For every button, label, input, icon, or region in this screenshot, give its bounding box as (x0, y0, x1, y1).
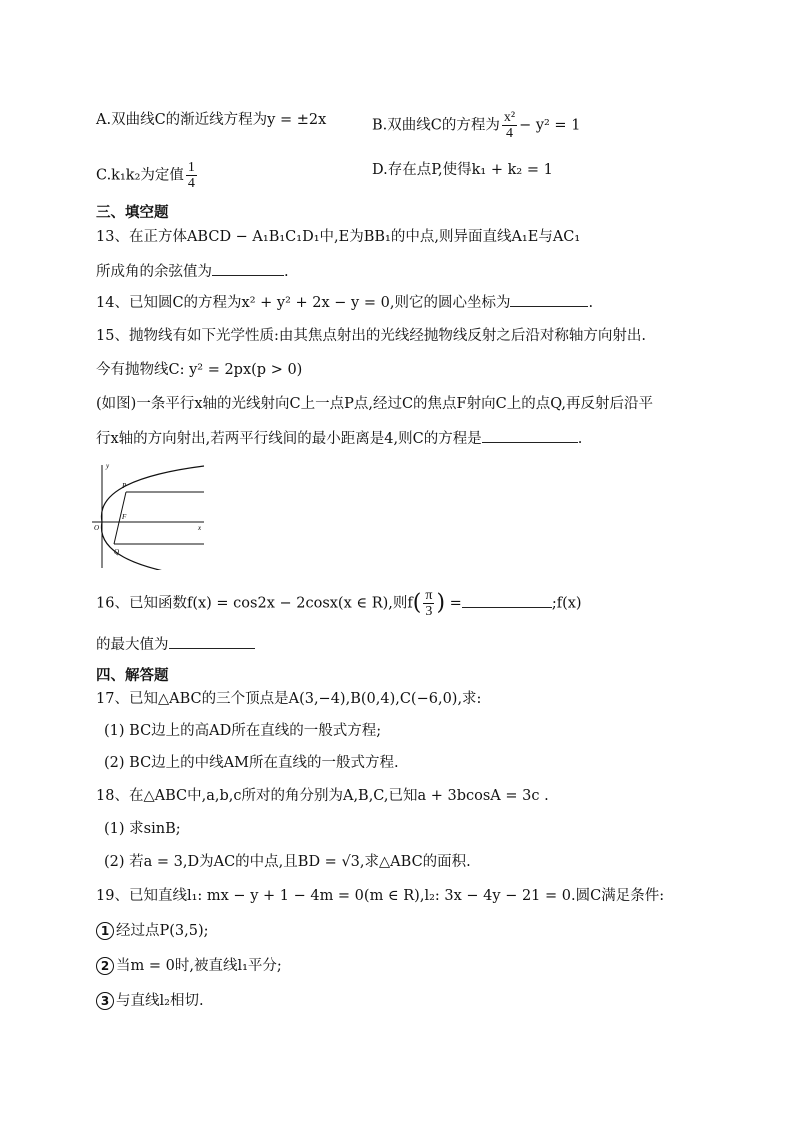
q14-answer-blank (510, 292, 588, 307)
option-b-suffix: − y² = 1 (519, 117, 581, 134)
q16-line2 (96, 634, 255, 655)
q15-text: 行x轴的方向射出,若两平行线间的最小距离是4,则C的方程是 (96, 431, 482, 447)
q16-line1 (96, 588, 582, 619)
q15-line1: 15、抛物线有如下光学性质:由其焦点射出的光线经抛物线反射之后沿对称轴方向射出. (96, 328, 646, 344)
option-b (372, 110, 580, 141)
option-a: A.双曲线C的渐近线方程为y = ±2x (96, 112, 327, 128)
q16-frac-num: π (425, 588, 433, 603)
q18-line1: 18、在△ABC中,a,b,c所对的角分别为A,B,C,已知a + 3bcosA = 3c . (96, 788, 549, 804)
q17-line1: 17、已知△ABC的三个顶点是A(3,−4),B(0,4),C(−6,0),求: (96, 691, 482, 707)
option-c-fraction (186, 160, 197, 191)
option-c-frac-num: 1 (187, 160, 195, 175)
q18-sub1: (1) 求sinB; (104, 821, 181, 837)
q16-right-paren: ) (436, 590, 446, 616)
section-title-fill-blank: 三、填空题 (96, 204, 169, 221)
q19-condition-3-text: 与直线l₂相切. (116, 993, 204, 1009)
option-c-prefix: C.k₁k₂为定值 (96, 167, 184, 184)
label-x: x (198, 524, 202, 532)
q13-line1: 13、在正方体ABCD − A₁B₁C₁D₁中,E为BB₁的中点,则异面直线A₁E与AC₁ (96, 229, 581, 245)
q13-answer-blank (212, 261, 284, 276)
label-f: F (122, 513, 127, 521)
q13-end: . (284, 264, 289, 280)
q17-sub1: (1) BC边上的高AD所在直线的一般式方程; (104, 723, 382, 739)
q16-fraction (423, 588, 434, 619)
q16-answer-blank-2 (169, 634, 255, 649)
q14-line (96, 292, 593, 313)
q13-line2 (96, 261, 289, 282)
circled-number-3: 3 (96, 992, 114, 1010)
option-d: D.存在点P,使得k₁ + k₂ = 1 (372, 162, 553, 178)
q15-line4 (96, 428, 582, 449)
q19-condition-1-text: 经过点P(3,5); (116, 923, 209, 939)
label-q: Q (114, 548, 120, 556)
q14-end: . (588, 295, 594, 311)
q18-sub2: (2) 若a = 3,D为AC的中点,且BD = √3,求△ABC的面积. (104, 854, 471, 870)
q15-line3: (如图)一条平行x轴的光线射向C上一点P点,经过C的焦点F射向C上的点Q,再反射后沿平 (96, 396, 653, 412)
q19-condition-3 (96, 991, 204, 1011)
q19-condition-2 (96, 956, 282, 976)
q17-sub2: (2) BC边上的中线AM所在直线的一般式方程. (104, 755, 399, 771)
section-title-solve: 四、解答题 (96, 667, 169, 684)
q16-frac-den: 3 (425, 604, 433, 619)
option-b-frac-den: 4 (505, 126, 513, 141)
q13-text: 所成角的余弦值为 (96, 264, 212, 280)
option-c-frac-den: 4 (187, 176, 195, 191)
q16-after: ;f(x) (551, 595, 582, 612)
circled-number-1: 1 (96, 922, 114, 940)
circled-number-2: 2 (96, 957, 114, 975)
option-b-fraction (502, 110, 517, 141)
q16-equals: = (449, 595, 462, 612)
option-b-prefix: B.双曲线C的方程为 (372, 117, 500, 134)
q16-prefix: 16、已知函数f(x) = cos2x − 2cosx(x ∈ R),则f (96, 595, 413, 612)
label-p: P (122, 482, 127, 490)
q19-condition-2-text: 当m = 0时,被直线l₁平分; (116, 958, 282, 974)
label-o: O (94, 524, 100, 532)
option-c (96, 160, 199, 191)
q15-end: . (577, 431, 583, 447)
q19-line1: 19、已知直线l₁: mx − y + 1 − 4m = 0(m ∈ R),l₂: 3x − 4y − 21 = 0.圆C满足条件: (96, 888, 665, 904)
q19-condition-1 (96, 921, 209, 941)
q14-text: 14、已知圆C的方程为x² + y² + 2x − y = 0,则它的圆心坐标为 (96, 295, 511, 311)
q15-line2: 今有抛物线C: y² = 2px(p > 0) (96, 362, 303, 378)
q16-left-paren: ( (412, 590, 422, 616)
option-b-frac-num: x² (503, 110, 516, 125)
q16-line2-text: 的最大值为 (96, 637, 169, 653)
parabola-figure (92, 460, 222, 570)
q16-answer-blank-1 (462, 593, 552, 608)
label-y: y (106, 462, 110, 470)
q15-answer-blank (482, 428, 578, 443)
